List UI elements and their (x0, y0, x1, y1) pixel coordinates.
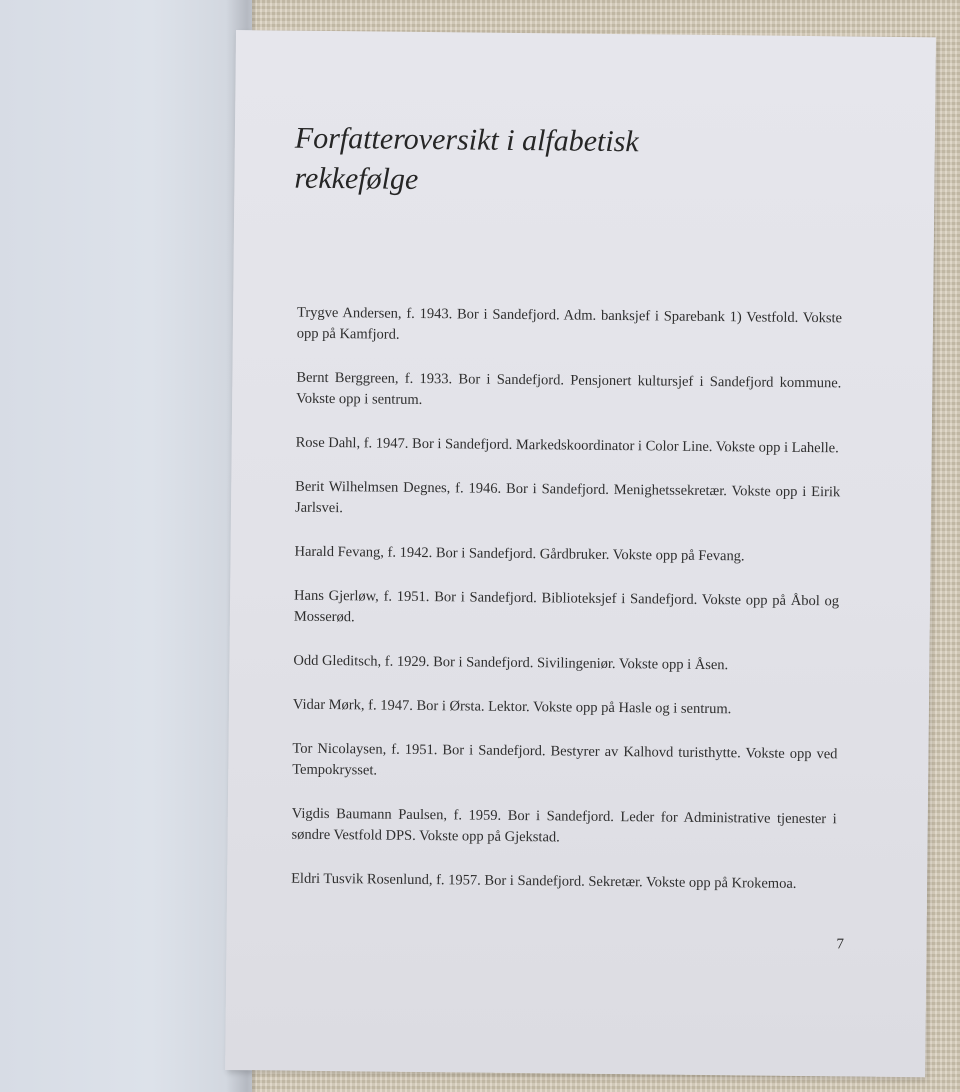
author-entry: Hans Gjerløw, f. 1951. Bor i Sandefjord. Biblioteksjef i Sandefjord. Vokste opp på Åbol og Mosserød. (293, 587, 840, 626)
author-entry: Trygve Andersen, f. 1943. Bor i Sandefjord. Adm. banksjef i Sparebank 1) Vestfold. Vokste opp på Kamfjord. (296, 304, 843, 343)
book-page (225, 30, 936, 1077)
author-entry: Vigdis Baumann Paulsen, f. 1959. Bor i Sandefjord. Leder for Administrative tjenester i søndre Vestfold DPS. Vokste opp på Gjekstad. (291, 805, 837, 846)
author-entry: Tor Nicolaysen, f. 1951. Bor i Sandefjord. Bestyrer av Kalhovd turisthytte. Vokste opp ved Tempokrysset. (292, 740, 838, 779)
author-entry: Berit Wilhelmsen Degnes, f. 1946. Bor i Sandefjord. Menighetssekretær. Vokste opp i Eirik Jarlsvei. (294, 478, 841, 517)
author-list (291, 303, 842, 919)
author-entry: Eldri Tusvik Rosenlund, f. 1957. Bor i Sandefjord. Sekretær. Vokste opp på Krokemoa. (291, 870, 797, 892)
author-entry: Vidar Mørk, f. 1947. Bor i Ørsta. Lektor. Vokste opp på Hasle og i sentrum. (292, 696, 732, 718)
page-number: 7 (836, 936, 845, 953)
author-entry: Bernt Berggreen, f. 1933. Bor i Sandefjord. Pensjonert kultursjef i Sandefjord kommune. Vokste opp i sentrum. (296, 369, 842, 408)
left-page (0, 0, 252, 1092)
author-entry: Odd Gleditsch, f. 1929. Bor i Sandefjord. Sivilingeniør. Vokste opp i Åsen. (293, 652, 729, 674)
author-entry: Rose Dahl, f. 1947. Bor i Sandefjord. Markedskoordinator i Color Line. Vokste opp i Lahelle. (295, 434, 839, 457)
author-entry: Harald Fevang, f. 1942. Bor i Sandefjord. Gårdbruker. Vokste opp på Fevang. (294, 543, 745, 565)
page-title: Forfatteroversikt i alfabetisk rekkefølge (294, 121, 639, 196)
